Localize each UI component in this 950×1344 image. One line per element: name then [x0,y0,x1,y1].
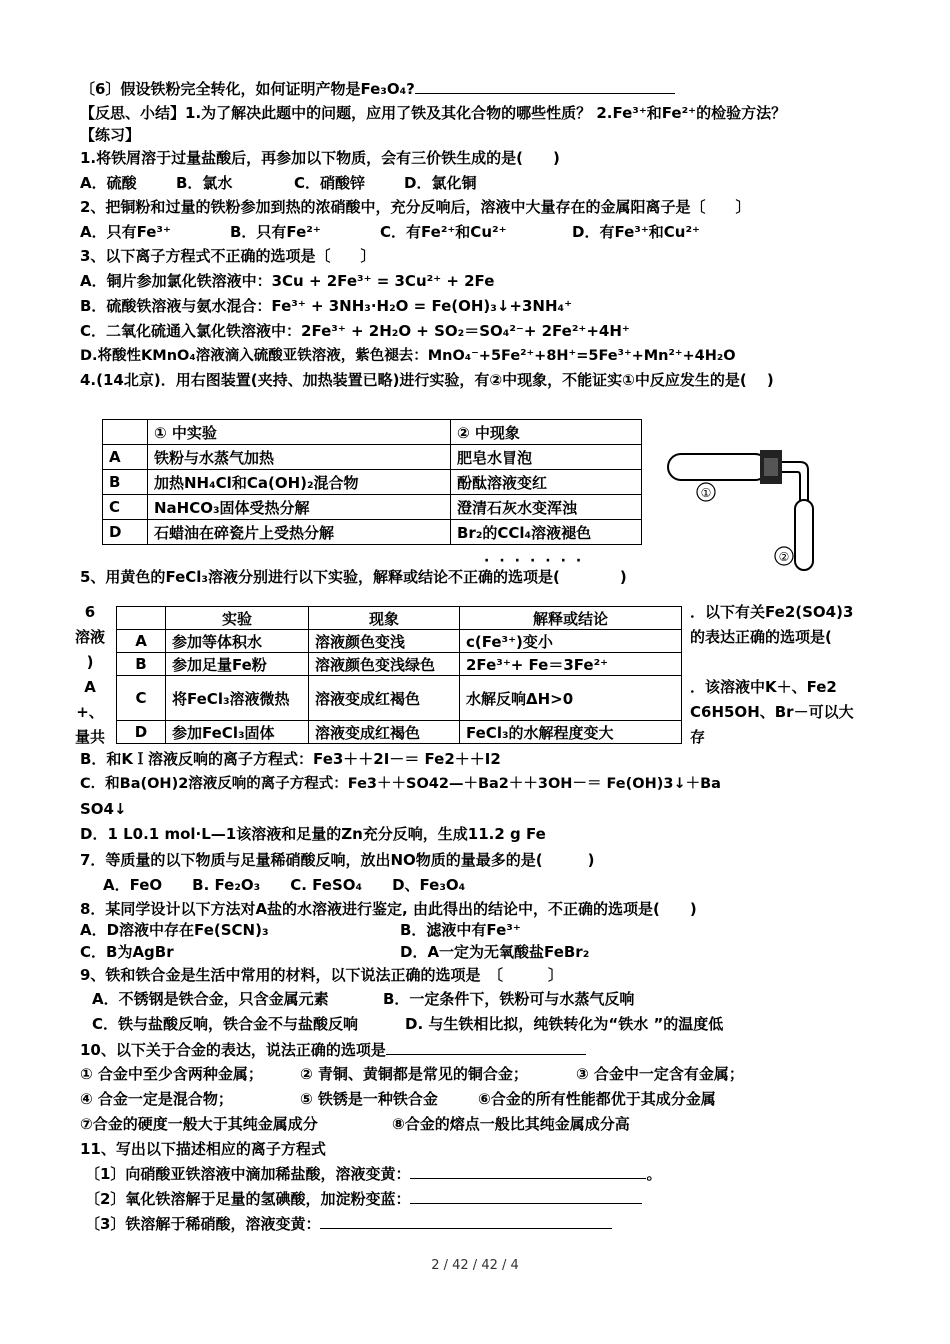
p2-option-c: C．有Fe²⁺和Cu²⁺ [380,223,507,241]
table-row: B 加热NH₄Cl和Ca(OH)₂混合物 酚酞溶液变红 [103,470,642,495]
reflection: 【反思、小结】1.为了解决此题中的问题，应用了铁及其化合物的哪些性质？ 2.Fe³⁺和Fe²⁺的检验方法？ [80,104,787,122]
p1-option-d: D．氯化铜 [404,174,477,192]
table-header: ① 中实验 ② 中现象 [103,420,642,445]
table-row: A 铁粉与水蒸气加热 肥皂水冒泡 [103,445,642,470]
p4-table [102,419,642,545]
answer-blank[interactable] [320,1213,612,1229]
stopper-core [764,458,778,476]
p6-option-b: B．和KＩ溶液反响的离子方程式：Fe3＋＋2I－＝ Fe2＋＋I2 [80,750,501,768]
label-1: ① [700,486,712,500]
p11-sub-3: 〔3〕铁溶解于稀硝酸，溶液变黄： [85,1213,612,1235]
p6-left-fragments: 6 溶液 ) A +、 量共 [74,603,105,746]
practice-heading: 【练习】 [80,126,141,144]
test-tube-2 [795,500,813,570]
p2-option-d: D．有Fe³⁺和Cu²⁺ [572,223,700,241]
p4-question: 4.(14北京)．用右图装置(夹持、加热装置已略)进行实验，有②中现象，不能证实①中反应发生的是( ) [80,371,774,389]
p3-option-d: D.将酸性KMnO₄溶液滴入硫酸亚铁溶液，紫色褪去：MnO₄⁻+5Fe²⁺+8H⁺=5Fe³⁺+Mn²⁺+4H₂O [80,348,736,364]
p10-stmt-7: ⑦合金的硬度一般大于其纯金属成分 [80,1115,318,1133]
p6-right-fragments: ．以下有关Fe2(SO4)3 的表达正确的选项是( ．该溶液中K＋、Fe2 C6H5OH、Br－可以大 存 [690,603,854,746]
p6-option-c: C．和Ba(OH)2溶液反响的离子方程式：Fe3＋＋SO42—＋Ba2＋＋3OH－＝ Fe(OH)3↓＋Ba [80,776,721,792]
table-row: D 参加FeCl₃固体 溶液变成红褐色 FeCl₃的水解程度变大 [117,721,682,744]
p8-option-c: C．B为AgBr [80,943,174,961]
p10-stmt-2: ② 青铜、黄铜都是常见的铜合金； [300,1065,528,1083]
p11-sub-1: 〔1〕向硝酸亚铁溶液中滴加稀盐酸，溶液变黄： 。 [85,1165,662,1183]
table-row: A 参加等体积水 溶液颜色变浅 c(Fe³⁺)变小 [117,630,682,653]
p9-option-d: D. 与生铁相比拟，纯铁转化为“铁水 ”的温度低 [405,1015,724,1033]
p8-question: 8．某同学设计以下方法对A盐的水溶液进行鉴定, 由此得出的结论中，不正确的选项是( ) [80,900,697,918]
p10-stmt-4: ④ 合金一定是混合物； [80,1090,233,1108]
p3-option-a: A．铜片参加氯化铁溶液中：3Cu + 2Fe³⁺ = 3Cu²⁺ + 2Fe [80,272,495,290]
p1-option-b: B．氯水 [176,174,233,192]
emphasis-dots: ······· [484,553,592,569]
p1-option-c: C．硝酸锌 [294,174,366,192]
answer-blank[interactable] [410,1163,646,1179]
p2-question: 2、把铜粉和过量的铁粉参加到热的浓硝酸中，充分反响后，溶液中大量存在的金属阳离子是〔 〕 [80,198,751,216]
table-header: 实验 现象 解释或结论 [117,607,682,630]
p10-stmt-1: ① 合金中至少含两种金属； [80,1065,263,1083]
p5-table [116,606,682,744]
answer-blank[interactable] [410,1188,642,1204]
p10-stmt-3: ③ 合金中一定含有金属； [576,1065,744,1083]
p8-option-a: A．D溶液中存在Fe(SCN)₃ [80,921,269,939]
answer-blank[interactable] [386,1039,586,1055]
table-row: C NaHCO₃固体受热分解 澄清石灰水变浑浊 [103,495,642,520]
p1-option-a: A．硫酸 [80,174,137,192]
page-footer: 2 / 42 / 42 / 4 [431,1258,519,1273]
p7-question: 7．等质量的以下物质与足量稀硝酸反响，放出NO物质的量最多的是( ) [80,851,595,869]
p10-question-line: 10、以下关于合金的表达，说法正确的选项是 [80,1039,586,1061]
p10-stmt-5: ⑤ 铁锈是一种铁合金 [300,1090,438,1108]
p11-question: 11、写出以下描述相应的离子方程式 [80,1140,326,1158]
p2-option-b: B．只有Fe²⁺ [230,223,321,241]
apparatus-figure [660,430,830,580]
test-tube-1 [668,454,768,480]
label-2: ② [778,550,790,564]
p9-question: 9、铁和铁合金是生活中常用的材料，以下说法正确的选项是 〔 〕 [80,966,563,984]
p11-sub-2: 〔2〕氧化铁溶解于足量的氢碘酸，加淀粉变蓝： [85,1188,642,1210]
table-row: B 参加足量Fe粉 溶液颜色变浅绿色 2Fe³⁺+ Fe＝3Fe²⁺ [117,653,682,676]
p7-options: A．FeO B. Fe₂O₃ C. FeSO₄ D、Fe₃O₄ [103,876,466,894]
p6-option-c-cont: SO4↓ [80,800,127,818]
p9-option-b: B．一定条件下，铁粉可与水蒸气反响 [383,990,635,1008]
p10-stmt-6: ⑥合金的所有性能都优于其成分金属 [478,1090,716,1108]
q6-line: 〔6〕假设铁粉完全转化，如何证明产物是Fe₃O₄? [80,78,675,100]
table-row: D 石蜡油在碎瓷片上受热分解 Br₂的CCl₄溶液褪色 [103,520,642,545]
p1-question: 1.将铁屑溶于过量盐酸后，再参加以下物质，会有三价铁生成的是( ) [80,149,560,167]
p10-stmt-8: ⑧合金的熔点一般比其纯金属成分高 [392,1115,630,1133]
p5-question: 5、用黄色的FeCl₃溶液分别进行以下实验，解释或结论不正确的选项是( ) [80,568,627,586]
p6-option-d: D．1 L0.1 mol·L—1该溶液和足量的Zn充分反响，生成11.2 g Fe [80,825,546,843]
answer-blank[interactable] [415,78,675,94]
p9-option-a: A．不锈钢是铁合金，只含金属元素 [92,990,329,1008]
p3-question: 3、以下离子方程式不正确的选项是〔 〕 [80,247,376,265]
p8-option-d: D．A一定为无氧酸盐FeBr₂ [400,943,590,961]
p9-option-c: C．铁与盐酸反响，铁合金不与盐酸反响 [92,1015,359,1033]
p2-option-a: A．只有Fe³⁺ [80,223,171,241]
p3-option-c: C．二氧化硫通入氯化铁溶液中：2Fe³⁺ + 2H₂O + SO₂＝SO₄²⁻+ 2Fe²⁺+4H⁺ [80,322,630,340]
p8-option-b: B．滤液中有Fe³⁺ [400,921,521,939]
p3-option-b: B．硫酸铁溶液与氨水混合：Fe³⁺ + 3NH₃·H₂O = Fe(OH)₃↓+3NH₄⁺ [80,297,573,315]
table-row: C 将FeCl₃溶液微热 溶液变成红褐色 水解反响ΔH>0 [117,676,682,721]
